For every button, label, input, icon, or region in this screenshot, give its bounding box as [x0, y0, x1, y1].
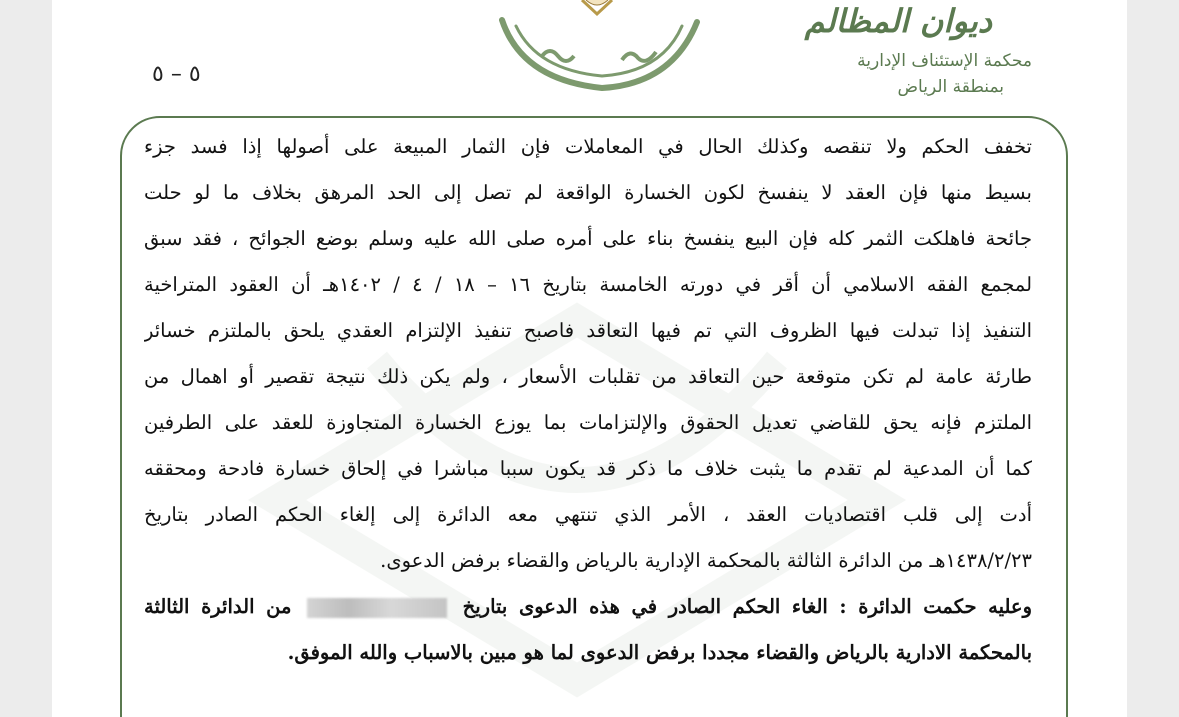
decision-section	[144, 584, 1032, 676]
body-line: التنفيذ إذا تبدلت فيها الظروف التي تم فيها التعاقد فاصبح تنفيذ الإلتزام العقدي يلحق بالملتزم خسائر	[144, 319, 1032, 342]
body-line: كما أن المدعية لم تقدم ما يثبت خلاف ما ذكر قد يكون سببا مباشرا في إلحاق خسارة فادحة ومحققه	[144, 457, 1032, 480]
board-of-grievances-calligraphy: ديوان المظالم	[804, 2, 992, 40]
body-line: طارئة عامة لم تكن متوقعة حين التعاقد من تقلبات الأسعار ، ولم يكن ذلك نتيجة تقصير أو اهمال من	[144, 365, 1032, 388]
body-line: تخفف الحكم ولا تنقصه وكذلك الحال في المعاملات فإن الثمار المبيعة على أصولها إذا فسد جزء	[144, 135, 1032, 158]
body-line: الملتزم فإنه يحق للقاضي تعديل الحقوق والإلتزامات بما يوزع الخسارة المتجاوزة للعقد على الطرفين	[144, 411, 1032, 434]
right-margin	[1127, 0, 1179, 717]
decision-text-end: من الدائرة الثالثة	[144, 595, 292, 618]
body-line: بسيط منها فإن العقد لا ينفسخ لكون الخسارة الواقعة لم تصل إلى الحد المرهق بخلاف ما لو حلت	[144, 181, 1032, 204]
decision-line: بالمحكمة الادارية بالرياض والقضاء مجددا برفض الدعوى لما هو مبين بالاسباب والله الموفق.	[287, 641, 1032, 664]
page-number: ٥ – ٥	[152, 62, 201, 87]
body-line: أدت إلى قلب اقتصاديات العقد ، الأمر الذي تنتهي معه الدائرة إلى إلغاء الحكم الصادر بتاريخ	[144, 503, 1032, 526]
body-line: جائحة فاهلكت الثمر كله فإن البيع ينفسخ بناء على أمره صلى الله عليه وسلم بوضع الجوائح ، فقد سبق	[144, 227, 1032, 250]
left-margin	[0, 0, 52, 717]
emblem-logo-icon	[482, 0, 712, 110]
judgment-body	[144, 124, 1032, 676]
body-line: لمجمع الفقه الاسلامي أن أقر في دورته الخامسة بتاريخ ١٦ – ١٨ / ٤ / ١٤٠٢هـ أن العقود المتراخية	[144, 273, 1032, 296]
document-page	[52, 0, 1127, 717]
decision-text-start: وعليه حكمت الدائرة : الغاء الحكم الصادر في هذه الدعوى بتاريخ	[462, 595, 1032, 618]
court-header	[802, 0, 1032, 100]
body-line: ١٤٣٨/٢/٢٣هـ من الدائرة الثالثة بالمحكمة الإدارية بالرياض والقضاء برفض الدعوى.	[380, 549, 1032, 572]
court-name: محكمة الإستئناف الإدارية	[857, 51, 1032, 71]
court-region: بمنطقة الرياض	[897, 77, 1004, 97]
decision-line	[144, 584, 1032, 630]
redacted-date	[307, 598, 447, 618]
